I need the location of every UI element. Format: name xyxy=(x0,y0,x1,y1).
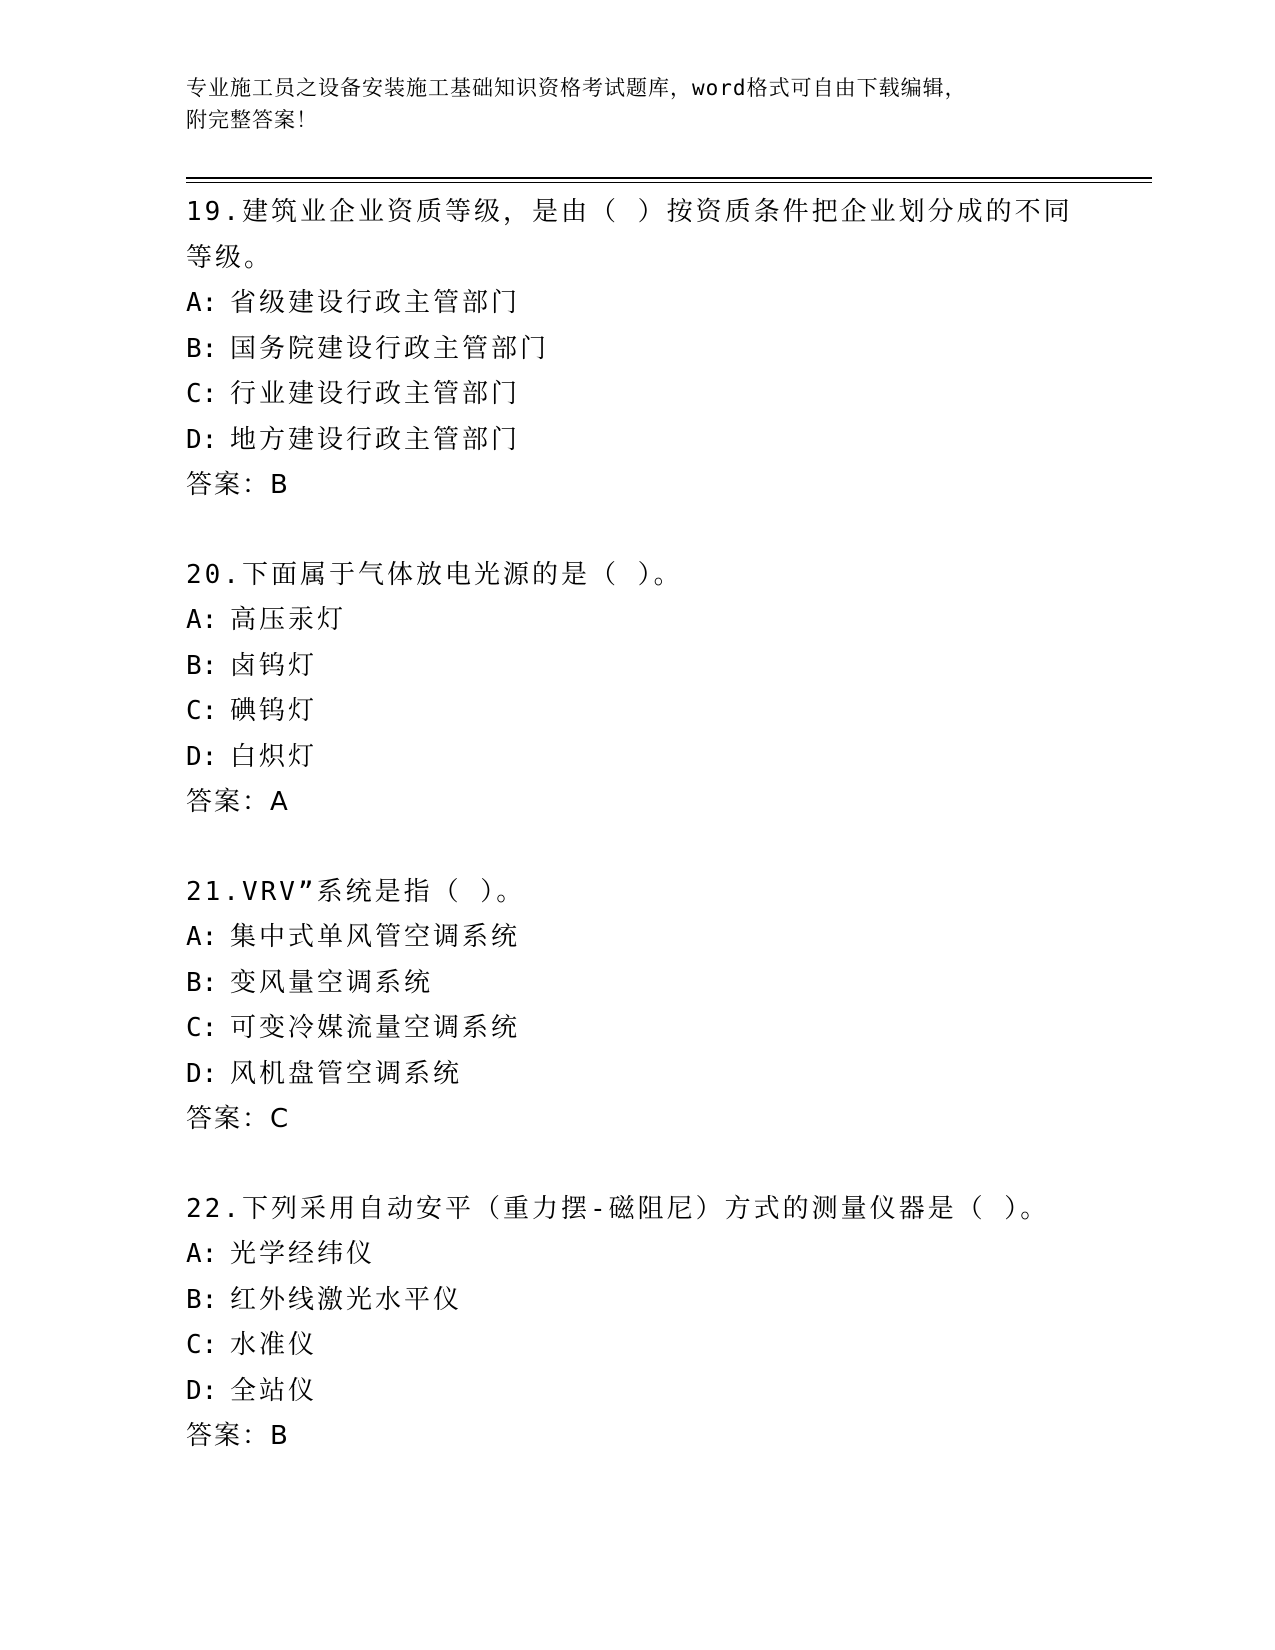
answer-line xyxy=(186,1097,1086,1143)
question-list xyxy=(186,190,1086,1504)
answer-value: B xyxy=(270,470,290,500)
option-a xyxy=(186,598,1086,644)
option-d xyxy=(186,1369,1086,1415)
option-key: B: xyxy=(186,333,218,364)
option-d xyxy=(186,1052,1086,1098)
option-text: 国务院建设行政主管部门 xyxy=(230,333,550,364)
header-line-2: 附完整答案！ xyxy=(186,108,318,132)
option-text: 可变冷媒流量空调系统 xyxy=(230,1013,521,1043)
option-text: 光学经纬仪 xyxy=(230,1239,376,1269)
option-c xyxy=(186,1323,1086,1369)
option-a xyxy=(186,281,1086,327)
option-d xyxy=(186,735,1086,781)
option-a xyxy=(186,915,1086,961)
answer-label: 答案： xyxy=(186,1104,271,1134)
option-key: D: xyxy=(186,741,218,772)
option-c xyxy=(186,689,1086,735)
question-stem: 19.建筑业企业资质等级，是由（ ）按资质条件把企业划分成的不同等级。 xyxy=(186,197,1073,273)
option-key: D: xyxy=(186,1058,218,1089)
option-key: C: xyxy=(186,379,218,409)
question-21 xyxy=(186,870,1086,1143)
option-key: A: xyxy=(186,1239,218,1269)
option-key: B: xyxy=(186,1284,218,1315)
option-text: 白炽灯 xyxy=(230,741,318,772)
option-text: 风机盘管空调系统 xyxy=(230,1058,463,1089)
option-c xyxy=(186,372,1086,418)
answer-label: 答案： xyxy=(186,787,271,817)
answer-line xyxy=(186,1414,1086,1460)
option-text: 卤钨灯 xyxy=(230,650,318,681)
option-text: 红外线激光水平仪 xyxy=(230,1284,463,1315)
option-b xyxy=(186,1278,1086,1324)
option-key: D: xyxy=(186,424,218,455)
option-key: C: xyxy=(186,1013,218,1043)
option-key: D: xyxy=(186,1375,218,1406)
option-b xyxy=(186,961,1086,1007)
option-key: C: xyxy=(186,1330,218,1360)
question-19 xyxy=(186,190,1086,509)
option-text: 省级建设行政主管部门 xyxy=(230,288,521,318)
answer-value: B xyxy=(270,1421,290,1451)
header-divider-thin xyxy=(186,182,1152,183)
option-text: 集中式单风管空调系统 xyxy=(230,922,521,952)
answer-line xyxy=(186,463,1086,509)
question-22 xyxy=(186,1187,1086,1460)
option-key: C: xyxy=(186,696,218,726)
option-key: A: xyxy=(186,288,218,318)
question-20 xyxy=(186,553,1086,826)
option-key: A: xyxy=(186,922,218,952)
option-key: B: xyxy=(186,650,218,681)
option-text: 行业建设行政主管部门 xyxy=(230,379,521,409)
answer-value: A xyxy=(270,787,290,817)
option-text: 全站仪 xyxy=(230,1375,318,1406)
answer-value: C xyxy=(270,1104,291,1134)
option-text: 变风量空调系统 xyxy=(230,967,434,998)
option-text: 高压汞灯 xyxy=(230,605,347,635)
answer-label: 答案： xyxy=(186,470,271,500)
option-text: 水准仪 xyxy=(230,1330,318,1360)
option-c xyxy=(186,1006,1086,1052)
header-divider-thick xyxy=(186,177,1152,179)
answer-label: 答案： xyxy=(186,1421,271,1451)
option-a xyxy=(186,1232,1086,1278)
question-stem: 20.下面属于气体放电光源的是（ ）。 xyxy=(186,559,683,590)
option-b xyxy=(186,644,1086,690)
option-key: A: xyxy=(186,605,218,635)
option-b xyxy=(186,327,1086,373)
document-header xyxy=(186,72,1086,136)
question-stem: 21.VRV”系统是指（ ）。 xyxy=(186,876,526,907)
question-stem: 22.下列采用自动安平（重力摆-磁阻尼）方式的测量仪器是（ ）。 xyxy=(186,1193,1050,1224)
option-key: B: xyxy=(186,967,218,998)
header-line-1: 专业施工员之设备安装施工基础知识资格考试题库，word格式可自由下载编辑， xyxy=(186,76,967,100)
option-text: 地方建设行政主管部门 xyxy=(230,424,521,455)
option-text: 碘钨灯 xyxy=(230,696,318,726)
answer-line xyxy=(186,780,1086,826)
option-d xyxy=(186,418,1086,464)
